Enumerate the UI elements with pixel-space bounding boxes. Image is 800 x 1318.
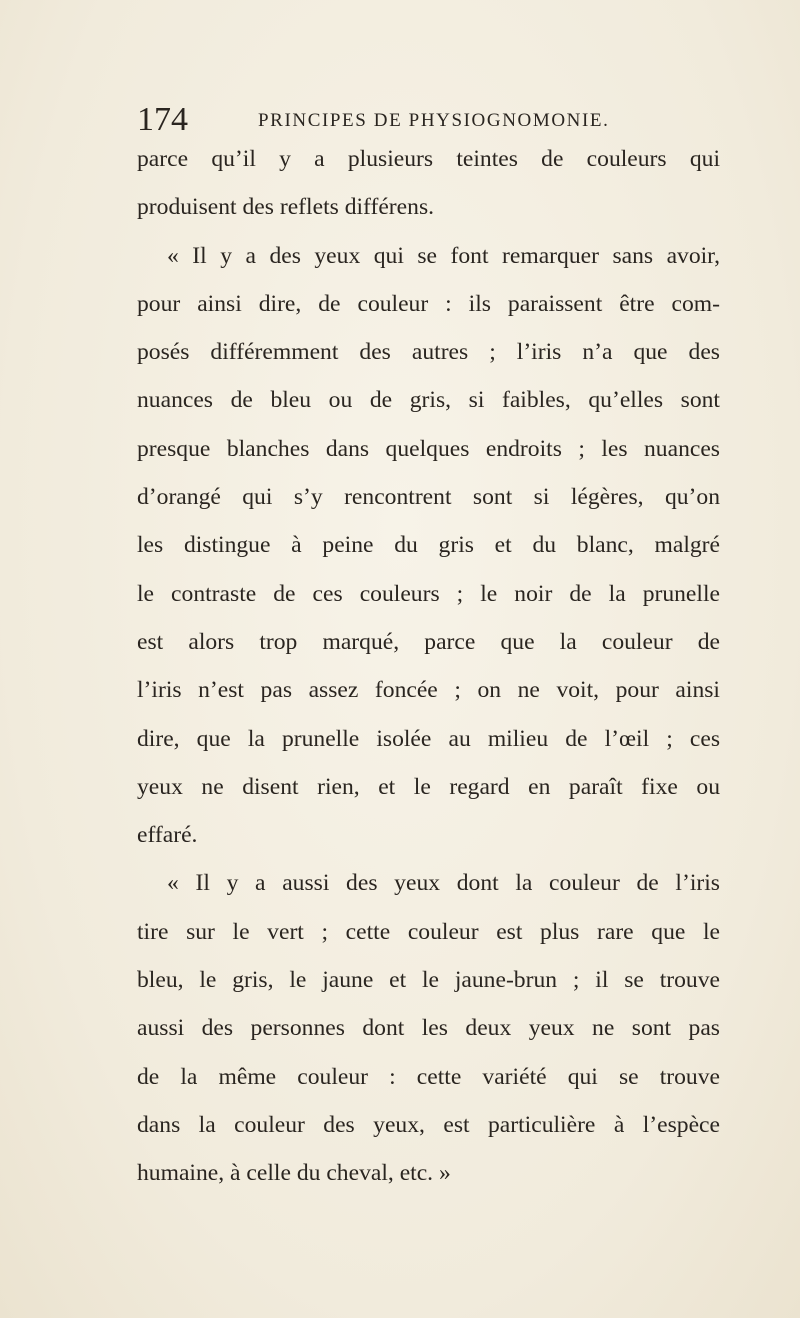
text-line: aussi des personnes dont les deux yeux ne sont pas — [137, 1015, 720, 1042]
text-line: pour ainsi dire, de couleur : ils paraissent être com- — [137, 290, 720, 317]
running-head: PRINCIPES DE PHYSIOGNOMONIE. — [258, 110, 610, 131]
text-line: le contraste de ces couleurs ; le noir de la prunelle — [137, 580, 720, 607]
text-line: posés différemment des autres ; l’iris n’a que des — [137, 339, 720, 366]
text-line: bleu, le gris, le jaune et le jaune-brun ; il se trouve — [137, 967, 720, 994]
text-line: « Il y a des yeux qui se font remarquer sans avoir, — [167, 242, 720, 269]
text-line: l’iris n’est pas assez foncée ; on ne voit, pour ainsi — [137, 677, 720, 704]
text-line: dans la couleur des yeux, est particulière à l’espèce — [137, 1111, 720, 1138]
text-line: « Il y a aussi des yeux dont la couleur de l’iris — [167, 870, 720, 897]
text-line: humaine, à celle du cheval, etc. » — [137, 1160, 451, 1187]
text-line: presque blanches dans quelques endroits ; les nuances — [137, 435, 720, 462]
text-line: effaré. — [137, 822, 198, 849]
text-line: produisent des reflets différens. — [137, 194, 435, 221]
text-line: de la même couleur : cette variété qui se trouve — [137, 1063, 720, 1090]
body-text — [137, 135, 720, 1198]
page-header — [137, 100, 717, 140]
text-line: dire, que la prunelle isolée au milieu de l’œil ; ces — [137, 725, 720, 752]
text-line: yeux ne disent rien, et le regard en paraît fixe ou — [137, 773, 720, 800]
text-line: nuances de bleu ou de gris, si faibles, qu’elles sont — [137, 387, 720, 414]
text-line: les distingue à peine du gris et du blanc, malgré — [137, 532, 720, 559]
text-line: est alors trop marqué, parce que la couleur de — [137, 628, 720, 655]
page-number: 174 — [137, 101, 188, 138]
text-line: tire sur le vert ; cette couleur est plus rare que le — [137, 918, 720, 945]
text-line: d’orangé qui s’y rencontrent sont si légères, qu’on — [137, 484, 720, 511]
text-line: parce qu’il y a plusieurs teintes de couleurs qui — [137, 146, 720, 172]
